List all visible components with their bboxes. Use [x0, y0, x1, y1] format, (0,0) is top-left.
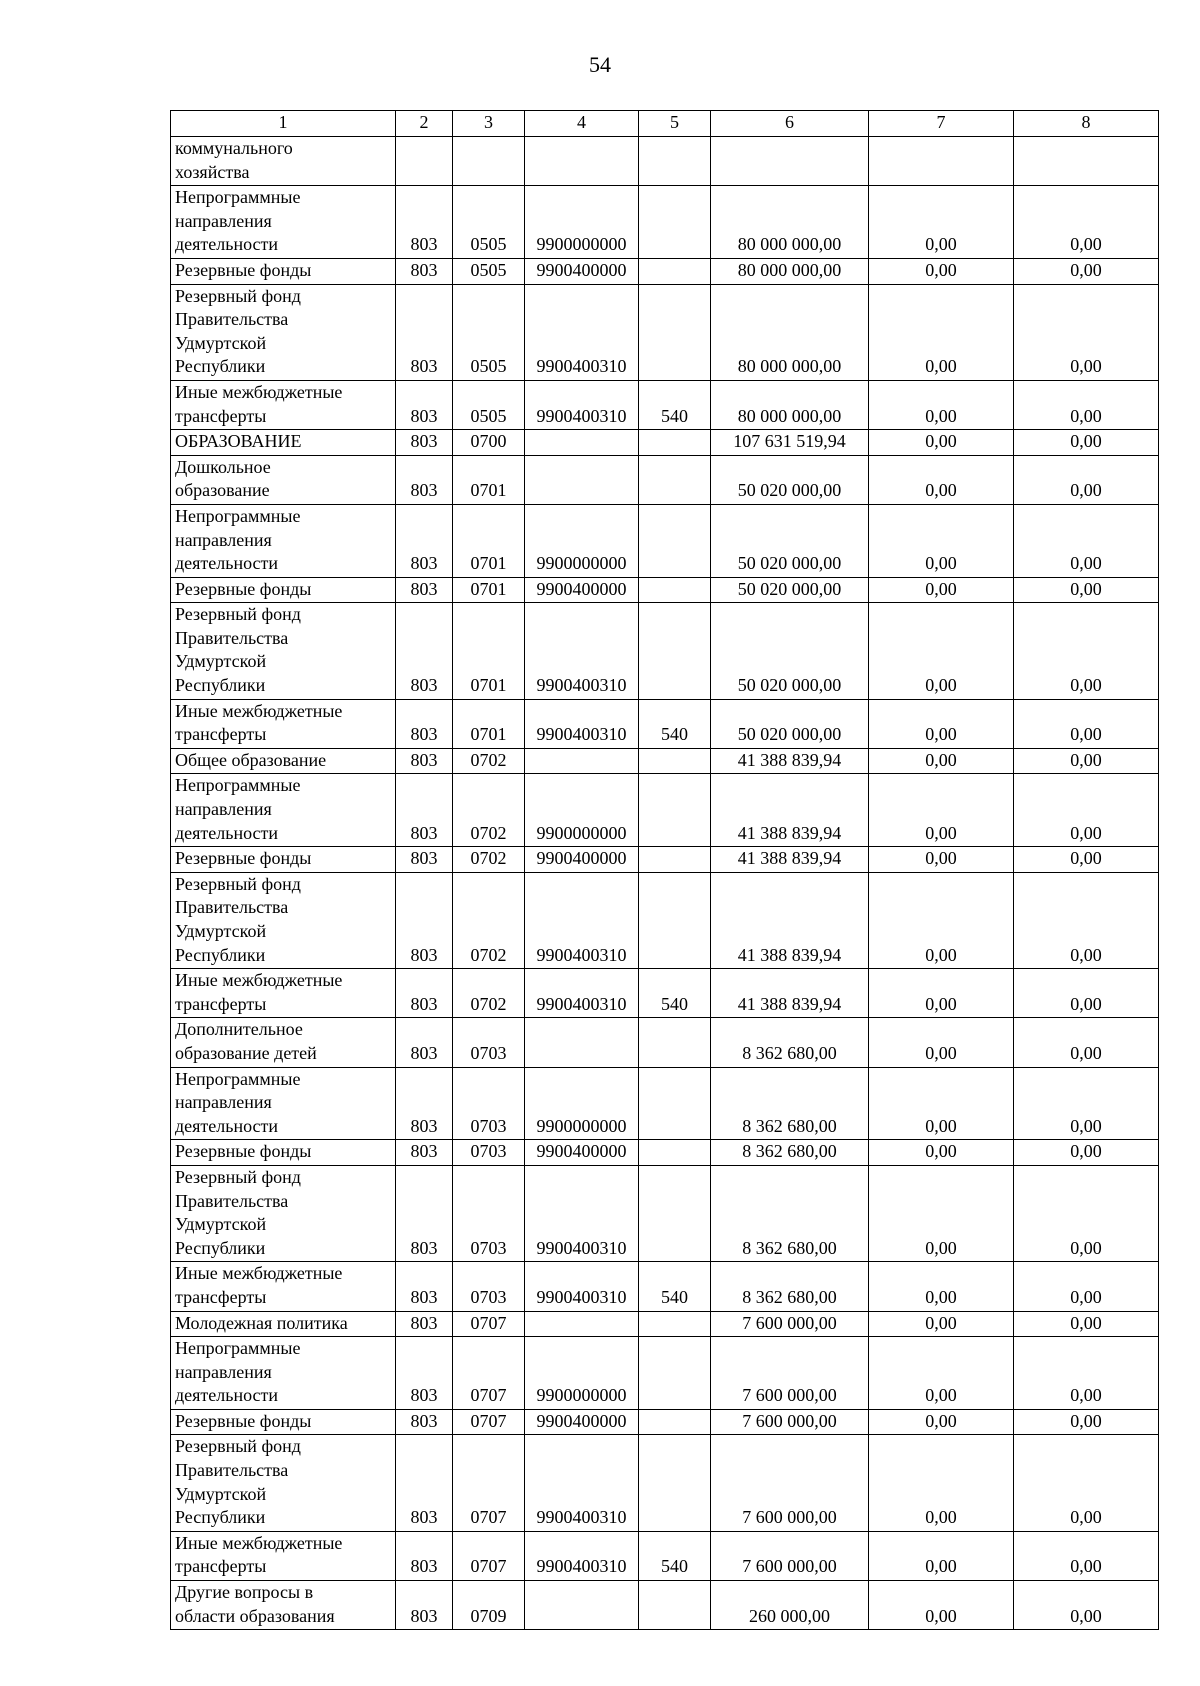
dept-code-cell: 803	[396, 1018, 453, 1067]
dept-code-cell: 803	[396, 1311, 453, 1337]
amount-col7-cell: 0,00	[869, 847, 1014, 873]
amount-col8-cell: 0,00	[1014, 774, 1159, 847]
section-code-cell: 0707	[453, 1531, 525, 1580]
expense-type-code-cell	[639, 1337, 711, 1410]
amount-cell: 41 388 839,94	[711, 969, 869, 1018]
amount-col7-cell: 0,00	[869, 1337, 1014, 1410]
amount-col7-cell: 0,00	[869, 1018, 1014, 1067]
table-row	[171, 137, 1159, 186]
table-row	[171, 969, 1159, 1018]
amount-cell: 7 600 000,00	[711, 1337, 869, 1410]
section-code-cell: 0707	[453, 1311, 525, 1337]
section-code-cell: 0701	[453, 603, 525, 699]
item-name-cell: Резервные фонды	[171, 577, 396, 603]
dept-code-cell: 803	[396, 847, 453, 873]
section-code-cell: 0703	[453, 1165, 525, 1261]
amount-col8-cell: 0,00	[1014, 258, 1159, 284]
amount-cell: 50 020 000,00	[711, 603, 869, 699]
amount-col8-cell: 0,00	[1014, 847, 1159, 873]
table-row	[171, 1409, 1159, 1435]
section-code-cell: 0701	[453, 504, 525, 577]
header-cell: 1	[171, 111, 396, 137]
target-article-code-cell	[525, 748, 639, 774]
expense-type-code-cell	[639, 504, 711, 577]
item-name-cell: Непрограммные направления деятельности	[171, 1337, 396, 1410]
target-article-code-cell: 9900400310	[525, 699, 639, 748]
item-name-cell: Молодежная политика	[171, 1311, 396, 1337]
dept-code-cell: 803	[396, 748, 453, 774]
amount-cell: 8 362 680,00	[711, 1067, 869, 1140]
expense-type-code-cell	[639, 1581, 711, 1630]
amount-col8-cell: 0,00	[1014, 1165, 1159, 1261]
amount-col8-cell: 0,00	[1014, 504, 1159, 577]
dept-code-cell: 803	[396, 186, 453, 259]
target-article-code-cell	[525, 430, 639, 456]
expense-type-code-cell	[639, 455, 711, 504]
amount-col7-cell: 0,00	[869, 380, 1014, 429]
page-number: 54	[589, 52, 611, 77]
item-name-cell: Иные межбюджетные трансферты	[171, 699, 396, 748]
amount-cell: 7 600 000,00	[711, 1311, 869, 1337]
amount-col8-cell: 0,00	[1014, 1531, 1159, 1580]
table-row	[171, 1018, 1159, 1067]
table-row	[171, 1140, 1159, 1166]
amount-col8-cell: 0,00	[1014, 1311, 1159, 1337]
header-row	[171, 111, 1159, 137]
table-row	[171, 1435, 1159, 1531]
item-name-cell: ОБРАЗОВАНИЕ	[171, 430, 396, 456]
amount-col7-cell: 0,00	[869, 1140, 1014, 1166]
expense-type-code-cell	[639, 186, 711, 259]
amount-col7-cell: 0,00	[869, 1531, 1014, 1580]
amount-col8-cell: 0,00	[1014, 1262, 1159, 1311]
amount-cell: 50 020 000,00	[711, 699, 869, 748]
target-article-code-cell	[525, 1581, 639, 1630]
amount-col8-cell: 0,00	[1014, 1067, 1159, 1140]
target-article-code-cell: 9900000000	[525, 774, 639, 847]
amount-col7-cell: 0,00	[869, 1311, 1014, 1337]
amount-col7-cell	[869, 137, 1014, 186]
amount-cell: 50 020 000,00	[711, 455, 869, 504]
expense-type-code-cell	[639, 1140, 711, 1166]
amount-col7-cell: 0,00	[869, 603, 1014, 699]
dept-code-cell: 803	[396, 1165, 453, 1261]
target-article-code-cell	[525, 1018, 639, 1067]
table-row	[171, 577, 1159, 603]
section-code-cell: 0505	[453, 186, 525, 259]
amount-col7-cell: 0,00	[869, 504, 1014, 577]
header-cell: 5	[639, 111, 711, 137]
amount-cell: 107 631 519,94	[711, 430, 869, 456]
target-article-code-cell: 9900000000	[525, 186, 639, 259]
expense-type-code-cell	[639, 284, 711, 380]
amount-col8-cell: 0,00	[1014, 1435, 1159, 1531]
expense-type-code-cell	[639, 872, 711, 968]
dept-code-cell: 803	[396, 1262, 453, 1311]
amount-col8-cell: 0,00	[1014, 577, 1159, 603]
amount-col7-cell: 0,00	[869, 284, 1014, 380]
section-code-cell: 0703	[453, 1262, 525, 1311]
header-cell: 6	[711, 111, 869, 137]
amount-col7-cell: 0,00	[869, 872, 1014, 968]
table-row	[171, 284, 1159, 380]
amount-col7-cell: 0,00	[869, 969, 1014, 1018]
amount-cell: 8 362 680,00	[711, 1262, 869, 1311]
amount-col7-cell: 0,00	[869, 748, 1014, 774]
item-name-cell: Непрограммные направления деятельности	[171, 774, 396, 847]
dept-code-cell: 803	[396, 284, 453, 380]
amount-col8-cell: 0,00	[1014, 1140, 1159, 1166]
dept-code-cell: 803	[396, 504, 453, 577]
expense-type-code-cell	[639, 1067, 711, 1140]
target-article-code-cell: 9900400000	[525, 1140, 639, 1166]
amount-cell: 260 000,00	[711, 1581, 869, 1630]
amount-col8-cell: 0,00	[1014, 430, 1159, 456]
target-article-code-cell: 9900400310	[525, 284, 639, 380]
section-code-cell: 0702	[453, 872, 525, 968]
expense-type-code-cell	[639, 1409, 711, 1435]
amount-col7-cell: 0,00	[869, 1409, 1014, 1435]
dept-code-cell: 803	[396, 603, 453, 699]
expense-type-code-cell	[639, 1435, 711, 1531]
amount-col8-cell: 0,00	[1014, 748, 1159, 774]
amount-col7-cell: 0,00	[869, 430, 1014, 456]
expense-type-code-cell	[639, 1018, 711, 1067]
amount-col7-cell: 0,00	[869, 186, 1014, 259]
table-row	[171, 774, 1159, 847]
amount-cell: 41 388 839,94	[711, 748, 869, 774]
expense-type-code-cell	[639, 847, 711, 873]
item-name-cell: Иные межбюджетные трансферты	[171, 1531, 396, 1580]
dept-code-cell: 803	[396, 1337, 453, 1410]
amount-cell: 80 000 000,00	[711, 258, 869, 284]
table-row	[171, 504, 1159, 577]
section-code-cell: 0702	[453, 774, 525, 847]
header-cell: 4	[525, 111, 639, 137]
target-article-code-cell: 9900400310	[525, 969, 639, 1018]
expense-type-code-cell	[639, 1311, 711, 1337]
table-row	[171, 699, 1159, 748]
table-row	[171, 1262, 1159, 1311]
expense-type-code-cell	[639, 577, 711, 603]
section-code-cell	[453, 137, 525, 186]
amount-cell: 8 362 680,00	[711, 1018, 869, 1067]
item-name-cell: Резервные фонды	[171, 847, 396, 873]
amount-cell: 8 362 680,00	[711, 1165, 869, 1261]
amount-col7-cell: 0,00	[869, 1067, 1014, 1140]
amount-col7-cell: 0,00	[869, 258, 1014, 284]
item-name-cell: Непрограммные направления деятельности	[171, 1067, 396, 1140]
table-body	[171, 137, 1159, 1630]
expense-type-code-cell	[639, 603, 711, 699]
amount-col8-cell: 0,00	[1014, 1581, 1159, 1630]
header-cell: 3	[453, 111, 525, 137]
amount-col8-cell	[1014, 137, 1159, 186]
expense-type-code-cell	[639, 774, 711, 847]
amount-cell	[711, 137, 869, 186]
item-name-cell: Резервный фонд Правительства Удмуртской Республики	[171, 872, 396, 968]
dept-code-cell: 803	[396, 1409, 453, 1435]
amount-col7-cell: 0,00	[869, 455, 1014, 504]
table-row	[171, 1067, 1159, 1140]
item-name-cell: Иные межбюджетные трансферты	[171, 1262, 396, 1311]
expense-type-code-cell: 540	[639, 699, 711, 748]
dept-code-cell: 803	[396, 872, 453, 968]
table-row	[171, 430, 1159, 456]
header-cell: 7	[869, 111, 1014, 137]
dept-code-cell: 803	[396, 1067, 453, 1140]
amount-col8-cell: 0,00	[1014, 699, 1159, 748]
table-row	[171, 1311, 1159, 1337]
section-code-cell: 0701	[453, 455, 525, 504]
target-article-code-cell	[525, 1311, 639, 1337]
expense-type-code-cell	[639, 1165, 711, 1261]
expense-type-code-cell: 540	[639, 1262, 711, 1311]
table-row	[171, 1165, 1159, 1261]
dept-code-cell: 803	[396, 699, 453, 748]
amount-cell: 41 388 839,94	[711, 774, 869, 847]
amount-cell: 41 388 839,94	[711, 847, 869, 873]
item-name-cell: Дополнительное образование детей	[171, 1018, 396, 1067]
table-row	[171, 1531, 1159, 1580]
dept-code-cell: 803	[396, 1140, 453, 1166]
section-code-cell: 0707	[453, 1409, 525, 1435]
amount-cell: 50 020 000,00	[711, 577, 869, 603]
amount-cell: 50 020 000,00	[711, 504, 869, 577]
amount-col7-cell: 0,00	[869, 577, 1014, 603]
dept-code-cell: 803	[396, 774, 453, 847]
amount-col7-cell: 0,00	[869, 1262, 1014, 1311]
item-name-cell: Резервный фонд Правительства Удмуртской Республики	[171, 1165, 396, 1261]
target-article-code-cell: 9900400310	[525, 1165, 639, 1261]
item-name-cell: Резервные фонды	[171, 258, 396, 284]
dept-code-cell	[396, 137, 453, 186]
target-article-code-cell: 9900400310	[525, 380, 639, 429]
section-code-cell: 0701	[453, 699, 525, 748]
amount-cell: 7 600 000,00	[711, 1435, 869, 1531]
amount-col8-cell: 0,00	[1014, 1337, 1159, 1410]
target-article-code-cell: 9900400000	[525, 847, 639, 873]
section-code-cell: 0702	[453, 969, 525, 1018]
amount-col7-cell: 0,00	[869, 1581, 1014, 1630]
amount-col8-cell: 0,00	[1014, 872, 1159, 968]
header-cell: 8	[1014, 111, 1159, 137]
section-code-cell: 0505	[453, 258, 525, 284]
table-row	[171, 258, 1159, 284]
dept-code-cell: 803	[396, 1435, 453, 1531]
amount-cell: 7 600 000,00	[711, 1409, 869, 1435]
table-row	[171, 455, 1159, 504]
table-row	[171, 380, 1159, 429]
section-code-cell: 0703	[453, 1067, 525, 1140]
amount-cell: 41 388 839,94	[711, 872, 869, 968]
item-name-cell: Резервные фонды	[171, 1409, 396, 1435]
item-name-cell: коммунального хозяйства	[171, 137, 396, 186]
section-code-cell: 0505	[453, 380, 525, 429]
dept-code-cell: 803	[396, 1581, 453, 1630]
amount-col8-cell: 0,00	[1014, 186, 1159, 259]
expense-type-code-cell	[639, 430, 711, 456]
item-name-cell: Резервный фонд Правительства Удмуртской Республики	[171, 284, 396, 380]
amount-cell: 80 000 000,00	[711, 380, 869, 429]
target-article-code-cell: 9900400310	[525, 1531, 639, 1580]
target-article-code-cell: 9900400310	[525, 1435, 639, 1531]
dept-code-cell: 803	[396, 577, 453, 603]
amount-col7-cell: 0,00	[869, 774, 1014, 847]
item-name-cell: Другие вопросы в области образования	[171, 1581, 396, 1630]
amount-col8-cell: 0,00	[1014, 1409, 1159, 1435]
dept-code-cell: 803	[396, 1531, 453, 1580]
expense-type-code-cell	[639, 748, 711, 774]
item-name-cell: Общее образование	[171, 748, 396, 774]
section-code-cell: 0707	[453, 1435, 525, 1531]
expense-type-code-cell: 540	[639, 1531, 711, 1580]
target-article-code-cell: 9900400000	[525, 577, 639, 603]
target-article-code-cell	[525, 455, 639, 504]
table-row	[171, 1337, 1159, 1410]
table-row	[171, 1581, 1159, 1630]
item-name-cell: Резервные фонды	[171, 1140, 396, 1166]
expense-type-code-cell	[639, 137, 711, 186]
target-article-code-cell: 9900000000	[525, 1067, 639, 1140]
header-cell: 2	[396, 111, 453, 137]
dept-code-cell: 803	[396, 258, 453, 284]
target-article-code-cell: 9900400310	[525, 603, 639, 699]
section-code-cell: 0701	[453, 577, 525, 603]
dept-code-cell: 803	[396, 380, 453, 429]
amount-col8-cell: 0,00	[1014, 455, 1159, 504]
amount-col7-cell: 0,00	[869, 1165, 1014, 1261]
amount-cell: 7 600 000,00	[711, 1531, 869, 1580]
amount-cell: 80 000 000,00	[711, 284, 869, 380]
budget-table	[170, 110, 1159, 1630]
amount-cell: 8 362 680,00	[711, 1140, 869, 1166]
section-code-cell: 0703	[453, 1140, 525, 1166]
item-name-cell: Иные межбюджетные трансферты	[171, 969, 396, 1018]
table-row	[171, 847, 1159, 873]
amount-col8-cell: 0,00	[1014, 1018, 1159, 1067]
amount-cell: 80 000 000,00	[711, 186, 869, 259]
table-row	[171, 748, 1159, 774]
amount-col8-cell: 0,00	[1014, 284, 1159, 380]
item-name-cell: Непрограммные направления деятельности	[171, 186, 396, 259]
section-code-cell: 0702	[453, 748, 525, 774]
target-article-code-cell	[525, 137, 639, 186]
section-code-cell: 0700	[453, 430, 525, 456]
amount-col7-cell: 0,00	[869, 699, 1014, 748]
amount-col8-cell: 0,00	[1014, 603, 1159, 699]
table-row	[171, 603, 1159, 699]
section-code-cell: 0505	[453, 284, 525, 380]
table-row	[171, 186, 1159, 259]
item-name-cell: Иные межбюджетные трансферты	[171, 380, 396, 429]
item-name-cell: Дошкольное образование	[171, 455, 396, 504]
expense-type-code-cell: 540	[639, 969, 711, 1018]
dept-code-cell: 803	[396, 430, 453, 456]
amount-col7-cell: 0,00	[869, 1435, 1014, 1531]
target-article-code-cell: 9900400310	[525, 872, 639, 968]
expense-type-code-cell	[639, 258, 711, 284]
item-name-cell: Резервный фонд Правительства Удмуртской Республики	[171, 1435, 396, 1531]
section-code-cell: 0703	[453, 1018, 525, 1067]
amount-col8-cell: 0,00	[1014, 969, 1159, 1018]
amount-col8-cell: 0,00	[1014, 380, 1159, 429]
table-row	[171, 872, 1159, 968]
section-code-cell: 0709	[453, 1581, 525, 1630]
expense-type-code-cell: 540	[639, 380, 711, 429]
target-article-code-cell: 9900000000	[525, 1337, 639, 1410]
section-code-cell: 0702	[453, 847, 525, 873]
target-article-code-cell: 9900400310	[525, 1262, 639, 1311]
dept-code-cell: 803	[396, 455, 453, 504]
target-article-code-cell: 9900400000	[525, 1409, 639, 1435]
target-article-code-cell: 9900000000	[525, 504, 639, 577]
dept-code-cell: 803	[396, 969, 453, 1018]
item-name-cell: Непрограммные направления деятельности	[171, 504, 396, 577]
section-code-cell: 0707	[453, 1337, 525, 1410]
target-article-code-cell: 9900400000	[525, 258, 639, 284]
item-name-cell: Резервный фонд Правительства Удмуртской Республики	[171, 603, 396, 699]
